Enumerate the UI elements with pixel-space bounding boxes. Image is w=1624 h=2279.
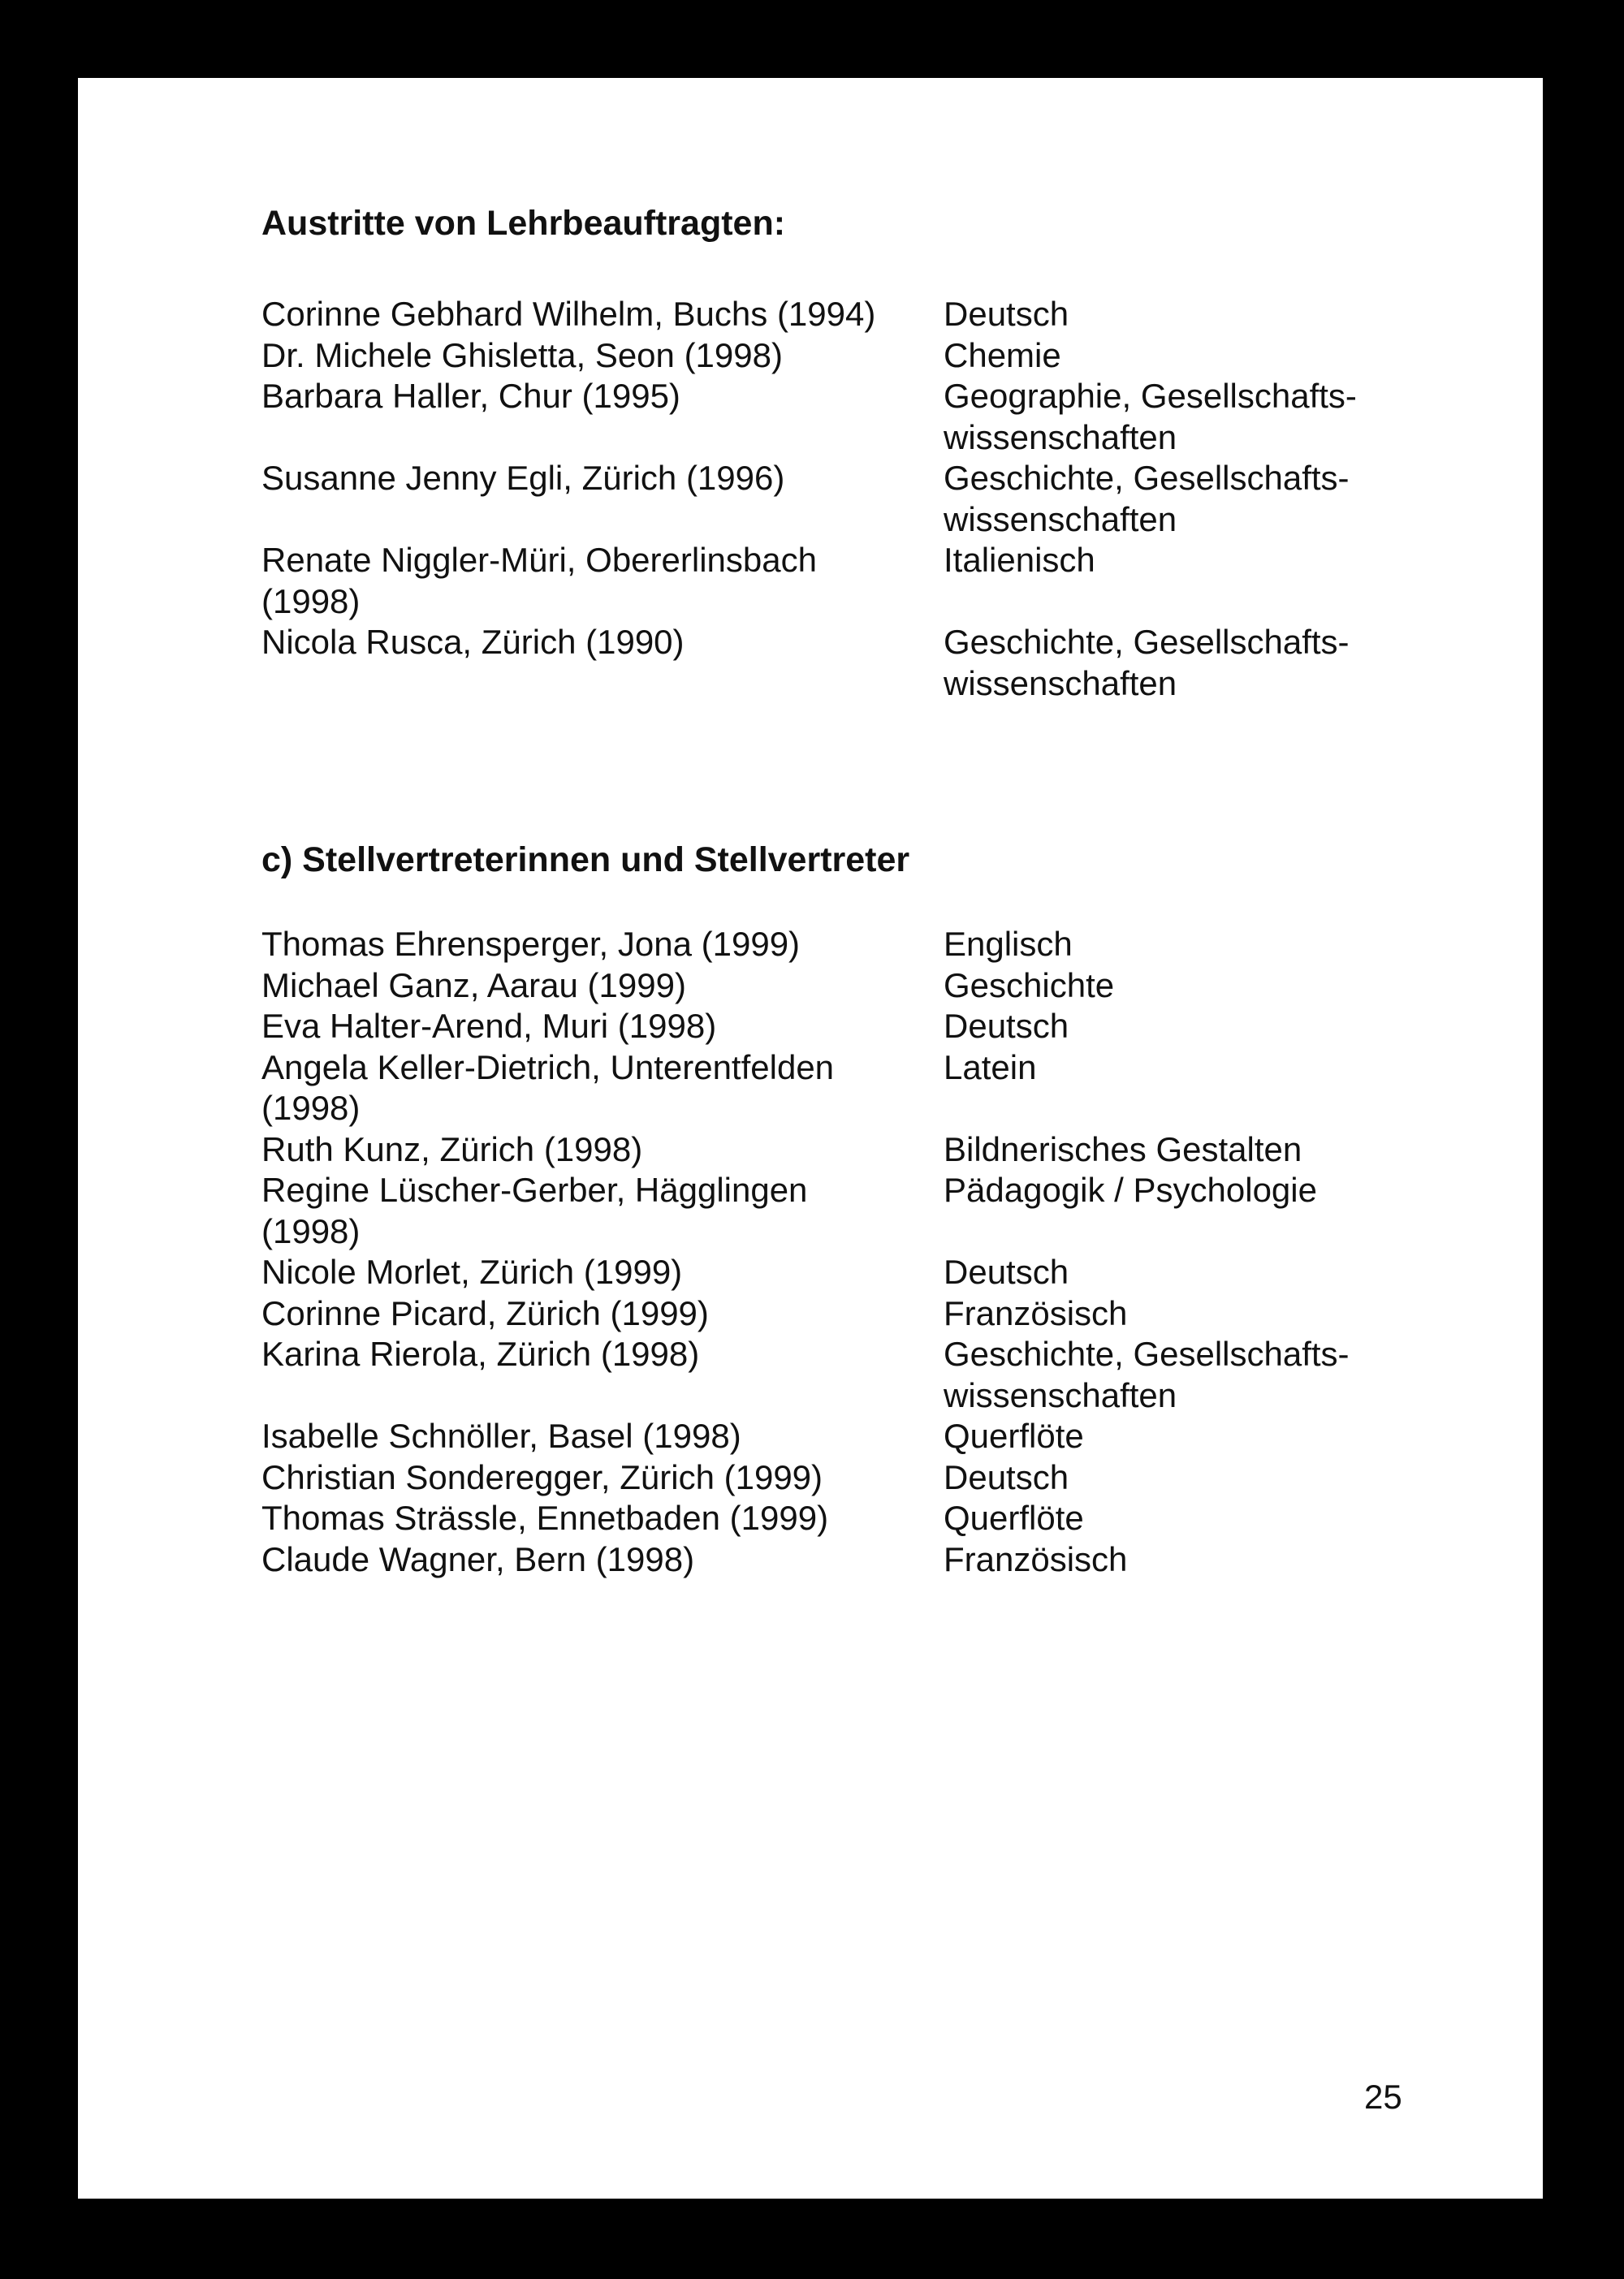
- person-name: Christian Sonderegger, Zürich (1999): [261, 1457, 823, 1496]
- list-item: [261, 1498, 1479, 1539]
- list-item: [261, 294, 1479, 335]
- subject: Deutsch: [944, 1457, 1069, 1496]
- subject: Französisch: [944, 1539, 1128, 1578]
- person-name: Barbara Haller, Chur (1995): [261, 377, 680, 415]
- subject: Deutsch: [944, 1007, 1069, 1045]
- person-name: Corinne Picard, Zürich (1999): [261, 1293, 709, 1332]
- list-item: [261, 335, 1479, 377]
- list-item: [261, 1334, 1479, 1416]
- list-item: [261, 540, 1479, 622]
- list-item: [261, 1252, 1479, 1293]
- list-item: [261, 1129, 1479, 1171]
- list-item: [261, 965, 1479, 1007]
- subject: Französisch: [944, 1293, 1128, 1332]
- subject: Geschichte: [944, 965, 1115, 1004]
- subject: Bildnerisches Gestalten: [944, 1129, 1302, 1168]
- person-name: Ruth Kunz, Zürich (1998): [261, 1129, 643, 1168]
- person-name: Dr. Michele Ghisletta, Seon (1998): [261, 335, 783, 374]
- substitutes-list: [261, 924, 1479, 1580]
- subject: Querflöte: [944, 1499, 1084, 1537]
- subject: Geschichte, Gesellschafts- wissenschaften: [944, 1335, 1350, 1414]
- section-heading-departures: Austritte von Lehrbeauftragten:: [261, 204, 786, 243]
- person-name: Renate Niggler-Müri, Obererlinsbach (1998): [261, 541, 817, 620]
- person-name: Thomas Ehrensperger, Jona (1999): [261, 925, 801, 963]
- list-item: [261, 1416, 1479, 1457]
- list-item: [261, 376, 1479, 458]
- list-item: [261, 458, 1479, 540]
- list-item: [261, 1539, 1479, 1581]
- person-name: Isabelle Schnöller, Basel (1998): [261, 1417, 741, 1455]
- subject: Italienisch: [944, 541, 1095, 579]
- departures-list: [261, 294, 1479, 704]
- list-item: [261, 1457, 1479, 1499]
- section-heading-substitutes: c) Stellvertreterinnen und Stellvertreter: [261, 840, 910, 879]
- person-name: Michael Ganz, Aarau (1999): [261, 965, 686, 1004]
- person-name: Karina Rierola, Zürich (1998): [261, 1335, 700, 1373]
- page-number: 25: [1364, 2078, 1402, 2116]
- person-name: Nicole Morlet, Zürich (1999): [261, 1253, 683, 1291]
- subject: Chemie: [944, 335, 1061, 374]
- subject: Deutsch: [944, 295, 1069, 333]
- list-item: [261, 1006, 1479, 1047]
- person-name: Susanne Jenny Egli, Zürich (1996): [261, 459, 785, 497]
- list-item: [261, 622, 1479, 704]
- subject: Englisch: [944, 925, 1073, 963]
- subject: Geographie, Gesellschafts- wissenschaften: [944, 377, 1357, 456]
- list-item: [261, 1293, 1479, 1335]
- subject: Latein: [944, 1047, 1037, 1086]
- subject: Pädagogik / Psychologie: [944, 1171, 1317, 1209]
- subject: Geschichte, Gesellschafts- wissenschaften: [944, 623, 1350, 702]
- subject: Querflöte: [944, 1417, 1084, 1455]
- document-page: [78, 78, 1543, 2199]
- list-item: [261, 1047, 1479, 1129]
- person-name: Regine Lüscher-Gerber, Hägglingen (1998): [261, 1171, 808, 1250]
- person-name: Eva Halter-Arend, Muri (1998): [261, 1007, 717, 1045]
- person-name: Thomas Strässle, Ennetbaden (1999): [261, 1499, 829, 1537]
- subject: Deutsch: [944, 1253, 1069, 1291]
- person-name: Angela Keller-Dietrich, Unterentfelden (1998): [261, 1047, 835, 1127]
- person-name: Nicola Rusca, Zürich (1990): [261, 623, 685, 661]
- person-name: Corinne Gebhard Wilhelm, Buchs (1994): [261, 295, 876, 333]
- subject: Geschichte, Gesellschafts- wissenschaften: [944, 459, 1350, 538]
- list-item: [261, 924, 1479, 965]
- person-name: Claude Wagner, Bern (1998): [261, 1539, 695, 1578]
- list-item: [261, 1170, 1479, 1252]
